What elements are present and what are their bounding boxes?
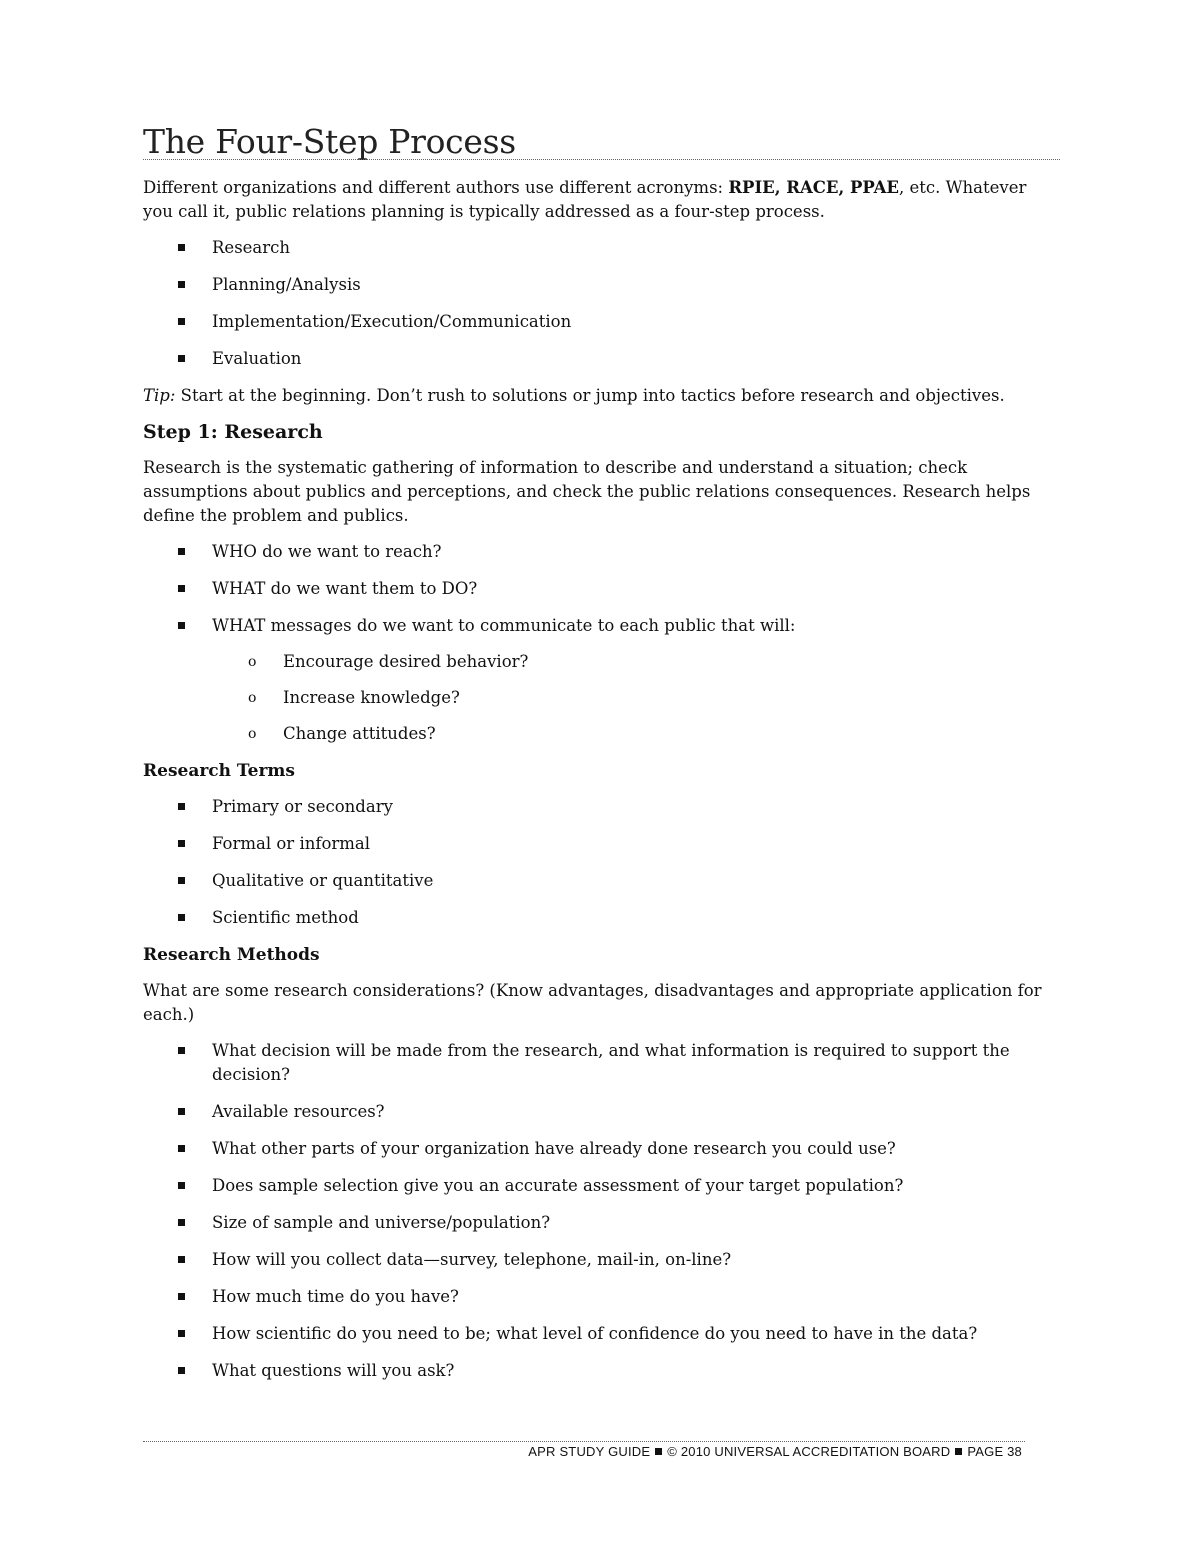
- research-methods-heading: Research Methods: [143, 945, 320, 965]
- intro-paragraph: Different organizations and different authors use different acronyms: RPIE, RACE, PPAE, etc. Whatever you call it, public relations planning is typically addressed as a four-step process.: [143, 178, 1027, 221]
- page-title: The Four-Step Process: [143, 122, 516, 161]
- list-item: Scientific method: [143, 906, 1060, 930]
- list-item: WHAT do we want them to DO?: [143, 577, 1060, 601]
- list-item: WHAT messages do we want to communicate to each public that will: o Encourage desired behavior? o Increase knowledge? o Change attitudes?: [143, 614, 1060, 746]
- four-steps-list: [143, 236, 1060, 371]
- list-item: Formal or informal: [143, 832, 1060, 856]
- list-item: What other parts of your organization have already done research you could use?: [143, 1137, 1060, 1161]
- footer-divider: [143, 1441, 1025, 1442]
- step1-paragraph: Research is the systematic gathering of information to describe and understand a situation; check assumptions about publics and perceptions, and check the public relations consequences. Research helps define the problem and publics.: [143, 458, 1031, 525]
- research-terms-list: [143, 795, 1060, 930]
- list-item: o Encourage desired behavior?: [212, 650, 1060, 674]
- page-footer: [528, 1444, 1022, 1459]
- page-content: [143, 176, 1060, 1396]
- step1-heading: Step 1: Research: [143, 421, 323, 443]
- list-item: Available resources?: [143, 1100, 1060, 1124]
- list-item: Research: [143, 236, 1060, 260]
- list-item: What questions will you ask?: [143, 1359, 1060, 1383]
- list-item: Planning/Analysis: [143, 273, 1060, 297]
- tip-paragraph: Tip: Start at the beginning. Don’t rush to solutions or jump into tactics before research and objectives.: [143, 386, 1005, 405]
- list-item: Primary or secondary: [143, 795, 1060, 819]
- research-methods-paragraph: What are some research considerations? (Know advantages, disadvantages and appropriate application for each.): [143, 981, 1042, 1024]
- list-item: How much time do you have?: [143, 1285, 1060, 1309]
- list-item: WHO do we want to reach?: [143, 540, 1060, 564]
- list-item: Qualitative or quantitative: [143, 869, 1060, 893]
- list-item: Evaluation: [143, 347, 1060, 371]
- list-item: Size of sample and universe/population?: [143, 1211, 1060, 1235]
- list-item: o Increase knowledge?: [212, 686, 1060, 710]
- list-item: o Change attitudes?: [212, 722, 1060, 746]
- list-item: What decision will be made from the research, and what information is required to support the decision?: [143, 1039, 1060, 1087]
- sub-questions-list: [212, 650, 1060, 746]
- footer-page-number: PAGE 38: [967, 1444, 1022, 1459]
- research-terms-heading: Research Terms: [143, 761, 295, 781]
- square-bullet-icon: [955, 1448, 962, 1455]
- step1-questions-list: [143, 540, 1060, 746]
- research-methods-list: [143, 1039, 1060, 1383]
- footer-copyright: © 2010 UNIVERSAL ACCREDITATION BOARD: [667, 1444, 951, 1459]
- acronyms: RPIE, RACE, PPAE: [728, 178, 899, 197]
- footer-guide-title: APR STUDY GUIDE: [528, 1444, 651, 1459]
- list-item: How scientific do you need to be; what level of confidence do you need to have in the data?: [143, 1322, 1060, 1346]
- list-item: How will you collect data—survey, telephone, mail-in, on-line?: [143, 1248, 1060, 1272]
- list-item: Does sample selection give you an accurate assessment of your target population?: [143, 1174, 1060, 1198]
- tip-label: Tip:: [143, 386, 176, 405]
- square-bullet-icon: [655, 1448, 662, 1455]
- list-item: Implementation/Execution/Communication: [143, 310, 1060, 334]
- title-divider: [143, 159, 1060, 160]
